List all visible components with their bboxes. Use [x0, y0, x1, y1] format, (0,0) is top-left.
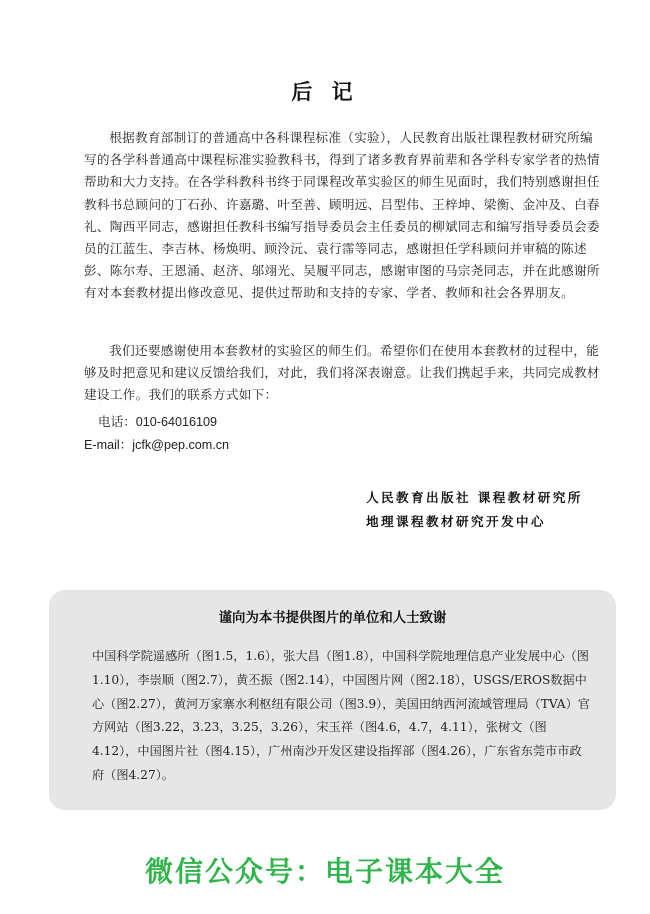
signature-publisher: 人民教育出版社 课程教材研究所 [366, 490, 583, 505]
watermark: 微信公众号：电子课本大全 [144, 855, 505, 888]
acknowledgement-box [49, 590, 616, 810]
signature-center: 地理课程教材研究开发中心 [366, 514, 546, 529]
paragraph-thanks: 根据教育部制订的普通高中各科课程标准（实验），人民教育出版社课程教材研究所编写的各学科普通高中课程标准实验教科书，得到了诸多教育界前辈和各学科专家学者的热情帮助和大力支持。在各学科教科书终于同课程改革实验区的师生见面时，我们特别感谢担任教科书总顾问的丁石孙、许嘉璐、叶至善、顾明远、吕型伟、王梓坤、梁衡、金冲及、白春礼、陶西平同志，感谢担任教科书编写指导委员会主任委员的柳斌同志和编写指导委员会委员的江蓝生、李吉林、杨焕明、顾泠沅、袁行霈等同志，感谢担任学科顾问并审稿的陈述彭、陈尔寿、王恩涌、赵济、邬翊光、吴履平同志，感谢审图的马宗尧同志，并在此感谢所有对本套教材提出修改意见、提供过帮助和支持的专家、学者、教师和社会各界朋友。 [84, 130, 600, 301]
paragraph-feedback: 我们还要感谢使用本套教材的实验区的师生们。希望你们在使用本套教材的过程中，能够及时把意见和建议反馈给我们，对此，我们将深表谢意。让我们携起手来，共同完成教材建设工作。我们的联系方式如下： [84, 343, 600, 403]
page-title: 后 记 [291, 80, 359, 104]
contact-email: E-mail：jcfk@pep.com.cn [84, 438, 230, 452]
contact-phone: 电话：010-64016109 [98, 415, 218, 429]
acknowledgement-title: 谨向为本书提供图片的单位和人士致谢 [218, 611, 447, 626]
acknowledgement-text: 中国科学院遥感所（图1.5，1.6），张大昌（图1.8），中国科学院地理信息产业发展中心（图1.10），李崇顺（图2.7），黄丕振（图2.14），中国图片网（图2.18），USGS/EROS数据中心（图2.27），黄河万家寨水利枢纽有限公司（图3.9），美国田纳西河流域管理局（TVA）官方网站（图3.22，3.23，3.25，3.26），宋玉祥（图4.6，4.7，4.11），张树文（图4.12），中国图片社（图4.15），广州南沙开发区建设指挥部（图4.26），广东省东莞市市政府（图4.27）。 [92, 649, 590, 782]
